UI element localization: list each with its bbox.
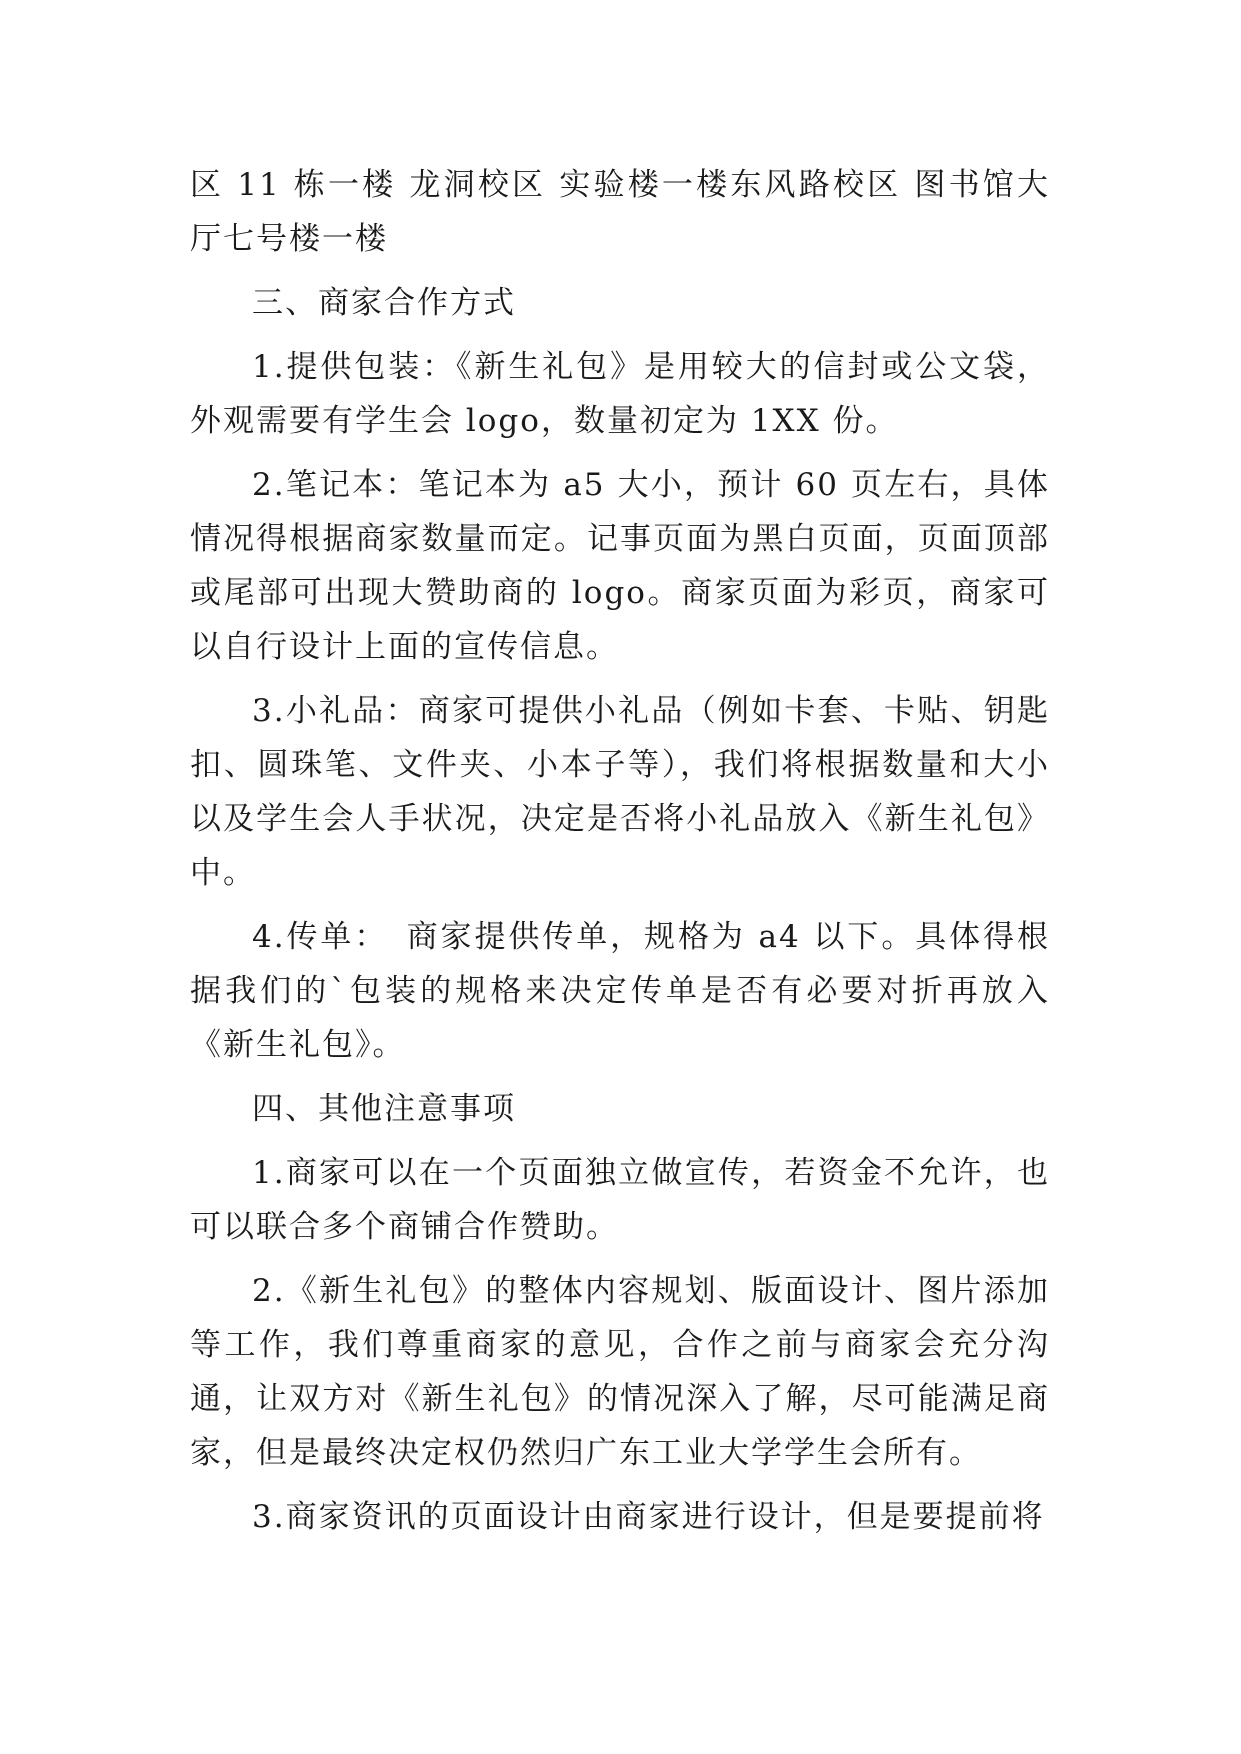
paragraph-notebook: 2.笔记本：笔记本为 a5 大小，预计 60 页左右，具体情况得根据商家数量而定。记事页面为黑白页面，页面顶部或尾部可出现大赞助商的 logo。商家页面为彩页，商家可以自行设计上面的宣传信息。: [190, 467, 1050, 665]
paragraph-location-continuation: 区 11 栋一楼 龙洞校区 实验楼一楼东风路校区 图书馆大厅七号楼一楼: [190, 167, 1050, 257]
paragraph-note-3: 3.商家资讯的页面设计由商家进行设计，但是要提前将: [252, 1499, 1045, 1535]
paragraph-note-1: 1.商家可以在一个页面独立做宣传，若资金不允许，也可以联合多个商铺合作赞助。: [190, 1155, 1050, 1245]
paragraph-note-2: 2.《新生礼包》的整体内容规划、版面设计、图片添加等工作，我们尊重商家的意见，合作之前与商家会充分沟通，让双方对《新生礼包》的情况深入了解，尽可能满足商家，但是最终决定权仍然归广东工业大学学生会所有。: [190, 1273, 1050, 1471]
section-heading-notes: 四、其他注意事项: [252, 1091, 516, 1127]
paragraph-small-gifts: 3.小礼品：商家可提供小礼品（例如卡套、卡贴、钥匙扣、圆珠笔、文件夹、小本子等），我们将根据数量和大小以及学生会人手状况，决定是否将小礼品放入《新生礼包》中。: [190, 693, 1050, 891]
paragraph-packaging: 1.提供包装：《新生礼包》是用较大的信封或公文袋，外观需要有学生会 logo，数量初定为 1XX 份。: [190, 349, 1050, 439]
paragraph-flyers: 4.传单： 商家提供传单，规格为 a4 以下。具体得根据我们的`包装的规格来决定传单是否有必要对折再放入《新生礼包》。: [190, 919, 1050, 1063]
section-heading-cooperation: 三、商家合作方式: [252, 285, 516, 321]
document-body: [190, 158, 1050, 1554]
